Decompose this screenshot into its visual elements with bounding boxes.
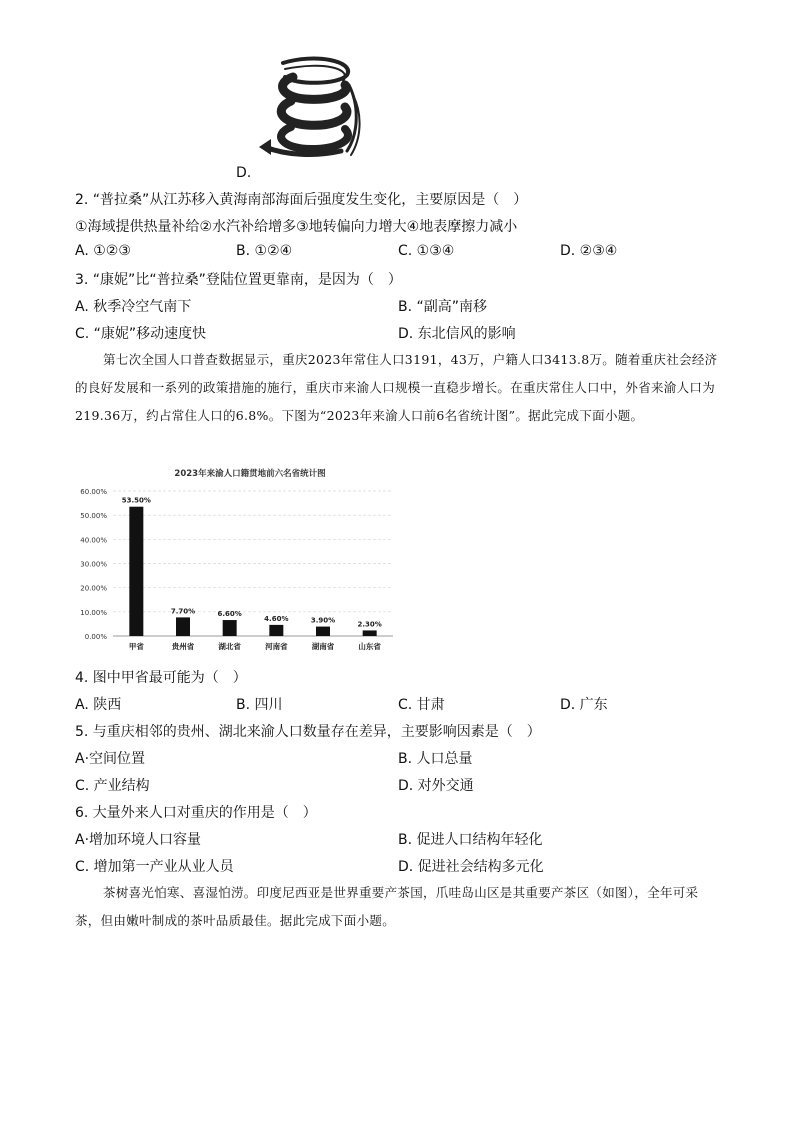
chart-x-tick-label: 湖南省: [311, 642, 335, 651]
q5-option-d[interactable]: D. 对外交通: [398, 778, 474, 794]
q6-option-a[interactable]: A·增加环境人口容量: [75, 832, 202, 848]
chart-bar: [316, 627, 330, 636]
q4-stem: 4. 图中甲省最可能为（ ）: [75, 670, 247, 686]
q4-option-a[interactable]: A. 陕西: [75, 697, 122, 713]
chart-bar: [269, 625, 283, 636]
chart-bar: [363, 630, 377, 636]
q6-option-b[interactable]: B. 促进人口结构年轻化: [398, 832, 543, 848]
passage-population: [75, 346, 723, 430]
q4-option-d[interactable]: D. 广东: [560, 697, 608, 713]
q6-option-c[interactable]: C. 增加第一产业从业人员: [75, 859, 234, 875]
q5-stem: 5. 与重庆相邻的贵州、湖北来渝人口数量存在差异，主要影响因素是（ ）: [75, 724, 541, 740]
q5-option-c[interactable]: C. 产业结构: [75, 778, 150, 794]
q2-option-d[interactable]: D. ②③④: [560, 243, 618, 259]
chart-y-tick-label: 20.00%: [80, 584, 107, 593]
spiral-vortex-figure: [255, 55, 365, 167]
q4-option-b[interactable]: B. 四川: [236, 697, 283, 713]
chart-y-tick-label: 10.00%: [80, 608, 107, 617]
q2-stem: 2. “普拉桑”从江苏移入黄海南部海面后强度发生变化，主要原因是（ ）: [75, 192, 528, 208]
chart-x-tick-label: 山东省: [358, 642, 381, 651]
q2-option-a[interactable]: A. ①②③: [75, 243, 131, 259]
chart-y-tick-label: 60.00%: [80, 488, 107, 496]
q3-option-a[interactable]: A. 秋季冷空气南下: [75, 299, 192, 315]
chart-x-tick-label: 湖北省: [218, 642, 241, 651]
chart-value-label: 53.50%: [121, 496, 151, 505]
chart-bar: [129, 507, 143, 636]
chart-x-tick-label: 河南省: [265, 642, 288, 651]
chart-x-tick-label: 甲省: [128, 642, 144, 651]
chart-value-label: 6.60%: [217, 610, 242, 619]
figure-option-d-label: D.: [236, 165, 252, 181]
chart-x-tick-label: 贵州省: [171, 642, 195, 651]
chart-y-tick-label: 40.00%: [80, 536, 107, 545]
passage-population-text: 第七次全国人口普查数据显示，重庆2023年常住人口3191，43万，户籍人口3413.8万。随着重庆社会经济的良好发展和一系列的政策措施的施行，重庆市来渝人口规模一直稳步增长。在重庆常住人口中，外省来渝人口为219.36万，约占常住人口的6.8%。下图为“2023年来渝人口前6名省统计图”。据此完成下面小题。: [75, 352, 718, 423]
chart-value-label: 2.30%: [357, 620, 382, 629]
chart-value-label: 7.70%: [170, 607, 196, 616]
chart-value-label: 4.60%: [264, 614, 289, 623]
q2-option-b[interactable]: B. ①②④: [236, 243, 293, 259]
passage-tea: [75, 879, 723, 935]
chart-bar: [176, 617, 190, 636]
population-bar-chart: [75, 462, 405, 660]
chart-value-label: 3.90%: [310, 616, 336, 625]
q3-option-c[interactable]: C. “康妮”移动速度快: [75, 326, 207, 342]
chart-bar: [223, 620, 237, 636]
q6-stem: 6. 大量外来人口对重庆的作用是（ ）: [75, 805, 317, 821]
q4-option-c[interactable]: C. 甘肃: [398, 697, 445, 713]
q3-option-b[interactable]: B. “副高”南移: [398, 299, 488, 315]
chart-y-tick-label: 0.00%: [84, 633, 107, 641]
q5-option-b[interactable]: B. 人口总量: [398, 751, 473, 767]
q5-option-a[interactable]: A·空间位置: [75, 751, 146, 767]
chart-y-tick-label: 30.00%: [80, 560, 107, 569]
passage-tea-text: 茶树喜光怕寒、喜湿怕涝。印度尼西亚是世界重要产茶国，爪哇岛山区是其重要产茶区（如图），全年可采茶，但由嫩叶制成的茶叶品质最佳。据此完成下面小题。: [75, 885, 699, 928]
q3-option-d[interactable]: D. 东北信风的影响: [398, 326, 516, 342]
q2-statements: ①海域提供热量补给②水汽补给增多③地转偏向力增大④地表摩擦力减小: [75, 219, 518, 235]
chart-y-tick-label: 50.00%: [80, 512, 107, 521]
q2-option-c[interactable]: C. ①③④: [398, 243, 455, 259]
q6-option-d[interactable]: D. 促进社会结构多元化: [398, 859, 544, 875]
q3-stem: 3. “康妮”比“普拉桑”登陆位置更靠南，是因为（ ）: [75, 272, 402, 288]
chart-title: 2023年来渝人口籍贯地前六名省统计图: [174, 469, 326, 479]
